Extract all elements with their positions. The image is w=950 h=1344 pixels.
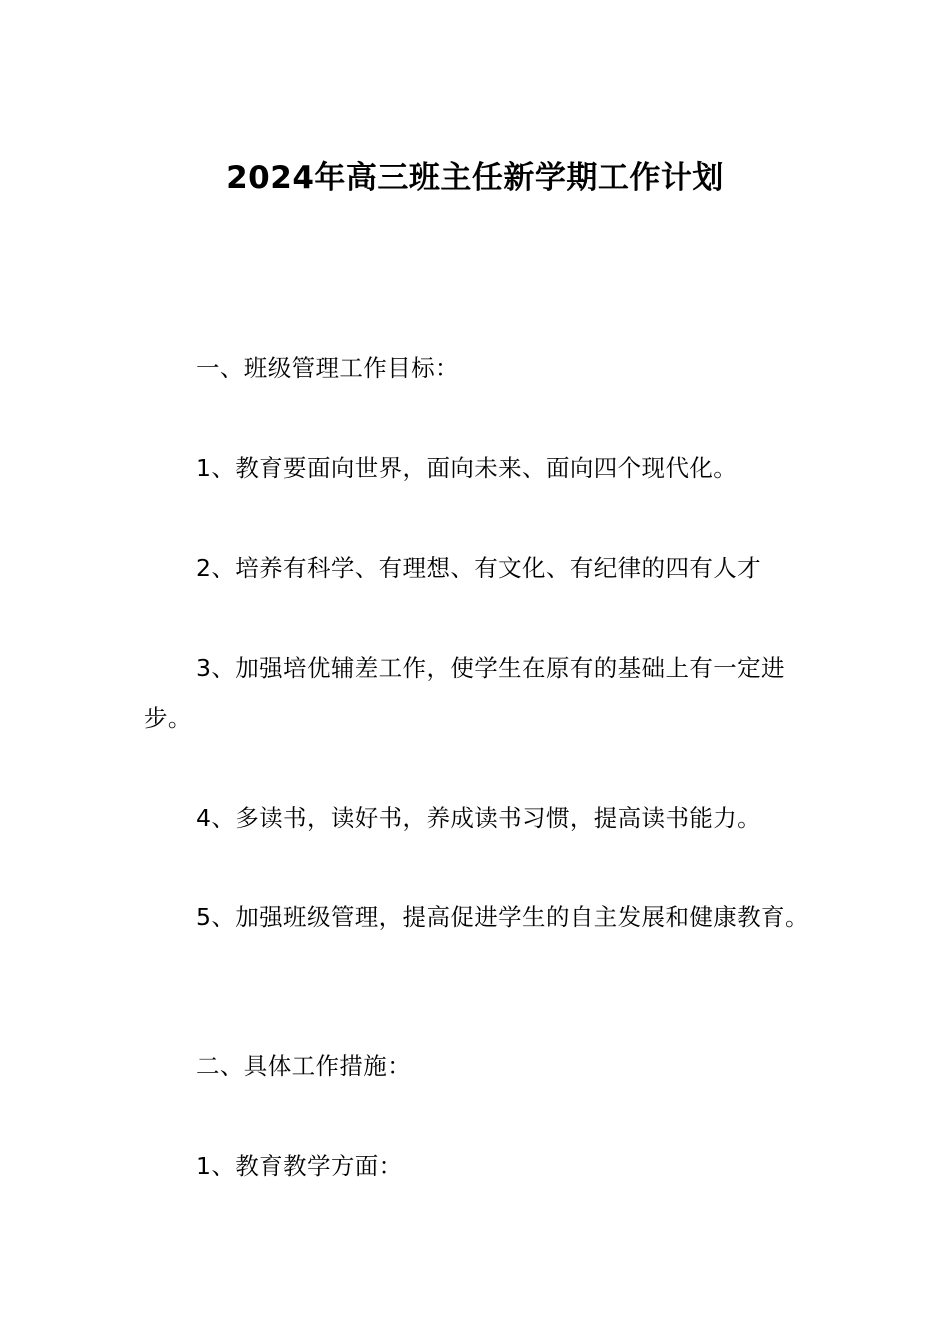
goal-item-4: 4、多读书，读好书，养成读书习惯，提高读书能力。: [196, 804, 762, 832]
goal-item-5: 5、加强班级管理，提高促进学生的自主发展和健康教育。: [196, 903, 809, 931]
section-heading-measures: 二、具体工作措施：: [196, 1052, 412, 1080]
measure-item-1: 1、教育教学方面：: [196, 1152, 403, 1180]
document-title: 2024年高三班主任新学期工作计划: [226, 160, 724, 196]
goal-item-1: 1、教育要面向世界，面向未来、面向四个现代化。: [196, 454, 738, 482]
goal-item-3: 3、加强培优辅差工作，使学生在原有的基础上有一定进步。: [144, 654, 785, 732]
goal-item-2: 2、培养有科学、有理想、有文化、有纪律的四有人才: [196, 554, 762, 582]
section-heading-goals: 一、班级管理工作目标：: [196, 354, 459, 382]
